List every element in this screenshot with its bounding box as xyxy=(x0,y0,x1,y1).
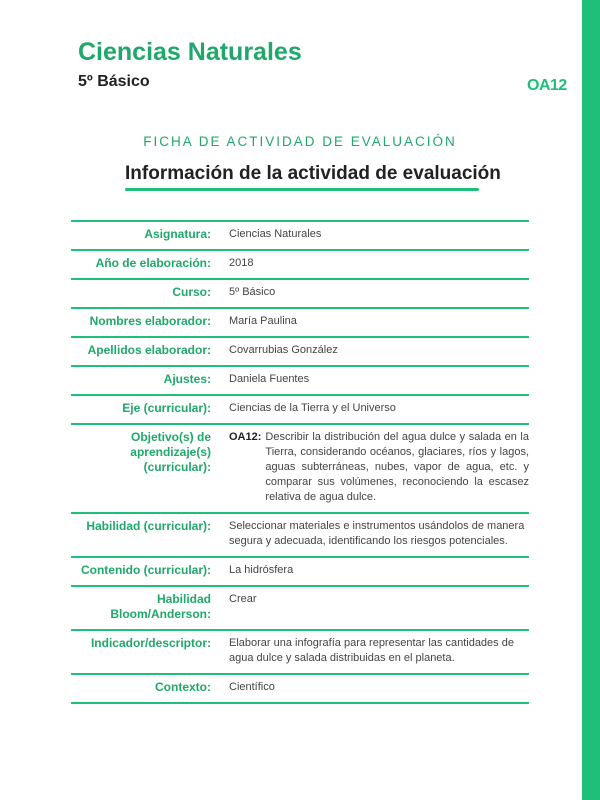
table-row xyxy=(71,366,529,395)
row-label: Habilidad (curricular): xyxy=(71,513,223,557)
sheet-title: Información de la actividad de evaluación xyxy=(125,163,501,184)
sheet-kicker: FICHA DE ACTIVIDAD DE EVALUACIÓN xyxy=(143,134,457,149)
row-label: Contexto: xyxy=(71,674,223,703)
row-value: Crear xyxy=(223,586,529,630)
title-underline xyxy=(125,188,479,191)
row-label: Eje (curricular): xyxy=(71,395,223,424)
table-row xyxy=(71,250,529,279)
row-value: Seleccionar materiales e instrumentos usándolos de manera segura y adecuada, identificando los riesgos potenciales. xyxy=(223,513,529,557)
row-label: Curso: xyxy=(71,279,223,308)
objective-text: Describir la distribución del agua dulce y salada en la Tierra, considerando océanos, glaciares, ríos y lagos, aguas subterráneas, nubes, vapor de agua, etc. y comparar sus volúmenes, reconociendo la escasez relativa de agua dulce. xyxy=(265,431,529,503)
table-row xyxy=(71,424,529,513)
row-value: 2018 xyxy=(223,250,529,279)
grade-label: 5º Básico xyxy=(78,73,150,90)
subject-title: Ciencias Naturales xyxy=(78,38,302,66)
objective-block xyxy=(229,430,529,505)
side-accent-bar xyxy=(582,0,600,800)
table-row xyxy=(71,674,529,703)
row-value: Científico xyxy=(223,674,529,703)
table-row xyxy=(71,630,529,674)
row-label: Ajustes: xyxy=(71,366,223,395)
objective-code-badge: OA12 xyxy=(527,77,567,94)
table-row xyxy=(71,308,529,337)
row-value: La hidrósfera xyxy=(223,557,529,586)
row-label: Indicador/descriptor: xyxy=(71,630,223,674)
table-row xyxy=(71,586,529,630)
activity-info-table xyxy=(71,220,529,704)
row-value: Ciencias Naturales xyxy=(223,221,529,250)
table-row xyxy=(71,279,529,308)
row-value: Elaborar una infografía para representar las cantidades de agua dulce y salada distribuidas en el planeta. xyxy=(223,630,529,674)
table-row xyxy=(71,221,529,250)
row-label: Nombres elaborador: xyxy=(71,308,223,337)
row-label: Año de elaboración: xyxy=(71,250,223,279)
objective-code: OA12: xyxy=(229,431,262,443)
row-label: Contenido (curricular): xyxy=(71,557,223,586)
row-value-objective xyxy=(223,424,529,513)
row-value: Daniela Fuentes xyxy=(223,366,529,395)
row-label: Asignatura: xyxy=(71,221,223,250)
table-row xyxy=(71,513,529,557)
row-label: Objetivo(s) de aprendizaje(s) (curricular): xyxy=(71,424,223,513)
row-label: Apellidos elaborador: xyxy=(71,337,223,366)
row-label: Habilidad Bloom/Anderson: xyxy=(71,586,223,630)
row-value: Covarrubias González xyxy=(223,337,529,366)
row-value: María Paulina xyxy=(223,308,529,337)
row-value: 5º Básico xyxy=(223,279,529,308)
table-row xyxy=(71,395,529,424)
row-value: Ciencias de la Tierra y el Universo xyxy=(223,395,529,424)
table-row xyxy=(71,557,529,586)
table-row xyxy=(71,337,529,366)
